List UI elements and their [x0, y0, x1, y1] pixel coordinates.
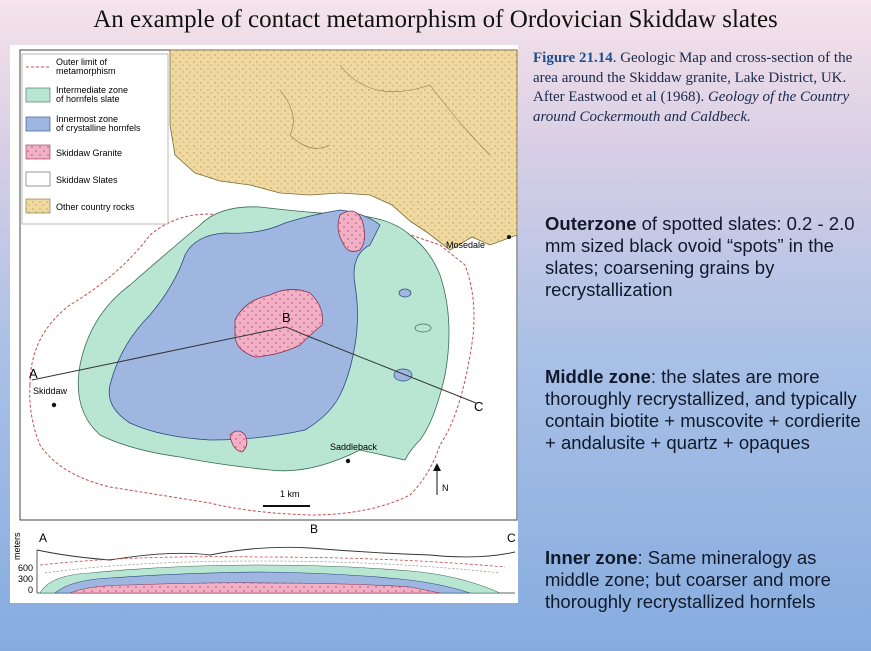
point-a-label: A [29, 366, 38, 381]
slide-title: An example of contact metamorphism of Ordovician Skiddaw slates [93, 6, 778, 33]
legend-label: metamorphism [56, 66, 116, 76]
hornfels-outlier [399, 289, 411, 297]
legend-intermediate-swatch [26, 88, 50, 102]
section-tick: 600 [18, 563, 34, 573]
section-tick: 0 [28, 585, 34, 595]
legend-country-swatch [26, 199, 50, 213]
geologic-map [10, 45, 518, 603]
section-tick: 300 [18, 574, 34, 584]
legend-granite-swatch [26, 145, 50, 159]
zone-heading: Outerzone [545, 213, 637, 234]
zone-heading: Inner zone [545, 547, 638, 568]
zone-text: of spotted slates: 0.2 - 2.0 mm sized black ovoid “spots” in the slates; coarsening grains by recrystallization [545, 213, 855, 300]
legend-label: Skiddaw Granite [56, 148, 123, 158]
cross-section [12, 522, 516, 595]
zone-heading: Middle zone [545, 366, 651, 387]
caption-reference: Geology of the Country around Cockermouth and Caldbeck. [533, 89, 850, 125]
legend-label: Other country rocks [56, 202, 135, 212]
middle-zone-description [545, 366, 865, 454]
zone-text: : the slates are more thoroughly recrystallized, and typically contain biotite + muscovite + cordierite + andalusite + quartz + opaques [545, 366, 861, 453]
hornfels-outlier [394, 369, 412, 381]
point-c-label: C [474, 399, 484, 414]
saddleback-label: Saddleback [330, 442, 378, 452]
section-axis-label: meters [12, 532, 22, 560]
mosedale-marker [507, 235, 511, 239]
hornfels-outlier [415, 324, 431, 332]
geologic-map-figure [10, 45, 518, 603]
outerzone-description [545, 213, 865, 301]
inner-zone-description [545, 547, 865, 613]
figure-caption [533, 49, 868, 127]
legend-slates-swatch [26, 172, 50, 186]
legend-innermost-swatch [26, 117, 50, 131]
legend-label: Skiddaw Slates [56, 175, 118, 185]
legend-label: Intermediate zone [56, 85, 129, 95]
mosedale-label: Mosedale [446, 240, 486, 250]
caption-text: . Geologic Map and cross-section of the area around the Skiddaw granite, Lake District, UK. After Eastwood et al (1968). [533, 50, 853, 105]
section-point-a: A [39, 531, 48, 545]
section-topography [37, 547, 515, 560]
section-point-b: B [310, 522, 319, 536]
skiddaw-marker [52, 403, 56, 407]
map-legend [22, 54, 168, 224]
skiddaw-label: Skiddaw [33, 386, 68, 396]
point-b-label: B [282, 310, 291, 325]
section-point-c: C [507, 531, 516, 545]
scale-label: 1 km [280, 489, 300, 499]
zone-text: : Same mineralogy as middle zone; but coarser and more thoroughly recrystallized hornfels [545, 547, 831, 612]
legend-label: of crystalline hornfels [56, 123, 141, 133]
legend-label: Outer limit of [56, 57, 108, 67]
north-label: N [442, 483, 449, 493]
caption-figure-number: Figure 21.14 [533, 50, 613, 66]
legend-label: of hornfels slate [56, 94, 120, 104]
saddleback-marker [346, 459, 350, 463]
legend-label: Innermost zone [56, 114, 119, 124]
